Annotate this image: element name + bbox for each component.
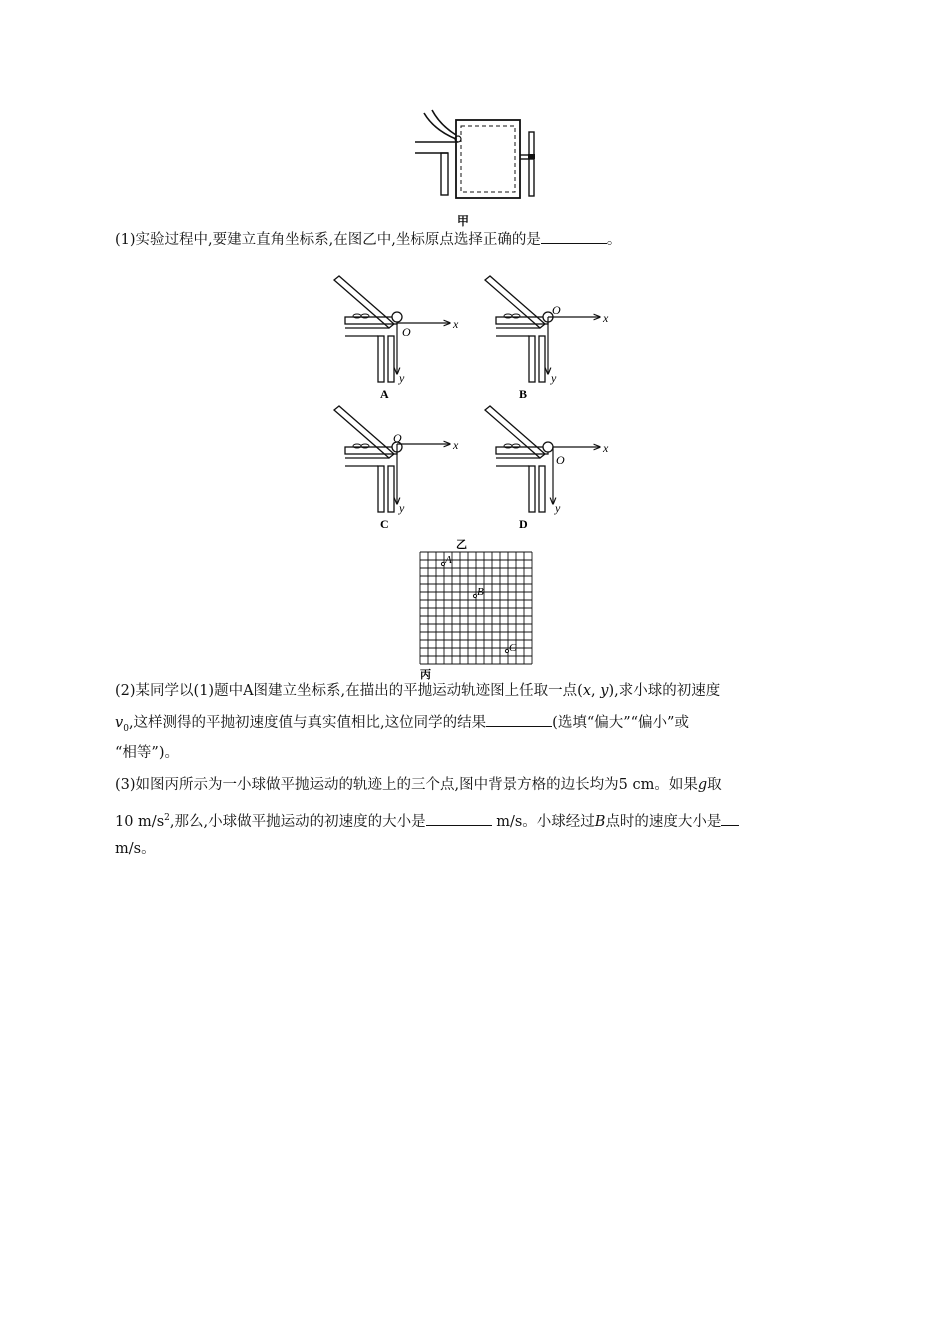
question-1-end: 。	[606, 232, 622, 248]
option-b-y: y	[551, 371, 557, 385]
question-3-text-b: 取	[707, 777, 722, 793]
figure-bing-caption: 丙	[420, 669, 431, 681]
option-b-label: B	[519, 387, 528, 401]
figure-jia	[410, 108, 550, 233]
answer-blank-4[interactable]	[721, 811, 739, 826]
question-2-var-x: x	[582, 683, 592, 699]
figure-bing-drawing	[414, 537, 534, 685]
question-3-text-e: m/s。小球经过	[491, 813, 595, 830]
question-3-text-c: 10 m/s	[115, 813, 165, 830]
option-c-origin: O	[393, 431, 402, 445]
question-1	[115, 229, 621, 250]
question-2-text-c: ,这样测得的平抛初速度值与真实值相比,这位同学的结果	[128, 715, 487, 731]
option-a-y: y	[399, 371, 405, 385]
figure-yi-drawing	[320, 272, 640, 534]
question-3-text-g: m/s。	[115, 841, 156, 857]
question-3-line-2	[115, 808, 739, 832]
question-2-text-e: “相等”)。	[115, 745, 179, 761]
question-2-line-2	[115, 712, 689, 739]
question-2-text-b: ),求小球的初速度	[608, 683, 721, 699]
question-3-sup: 2	[164, 813, 170, 823]
question-3-text-f: 点时的速度大小是	[605, 813, 722, 830]
option-a-diagram	[334, 276, 459, 401]
question-3-line-3	[115, 839, 156, 859]
figure-yi-options	[320, 272, 640, 534]
option-c-diagram	[334, 406, 459, 531]
question-2-comma: ,	[591, 683, 601, 699]
question-1-text: (1)实验过程中,要建立直角坐标系,在图乙中,坐标原点选择正确的是	[115, 232, 541, 248]
question-2-text-d: (选填“偏大”“偏小”或	[552, 715, 689, 731]
question-2-var-y: y	[600, 683, 609, 699]
figure-jia-drawing	[410, 108, 550, 233]
question-3-text-d: ,那么,小球做平抛运动的初速度的大小是	[169, 813, 426, 830]
option-d-diagram	[485, 406, 609, 531]
question-2-line-3	[115, 743, 179, 763]
question-3-var-g: g	[697, 777, 708, 793]
answer-blank-2[interactable]	[486, 712, 552, 727]
option-a-origin: O	[402, 325, 411, 339]
question-3-line-1	[115, 775, 722, 795]
question-3-var-b: B	[594, 813, 606, 830]
figure-jia-caption: 甲	[457, 214, 470, 228]
point-c-label: C	[509, 642, 517, 654]
option-d-label: D	[519, 517, 528, 531]
question-3-text-a: (3)如图丙所示为一小球做平抛运动的轨迹上的三个点,图中背景方格的边长均为5 cm。如果	[115, 777, 698, 793]
figure-bing	[414, 537, 534, 685]
question-2-var-v: v	[115, 715, 124, 731]
option-b-diagram	[485, 276, 609, 401]
answer-blank-1[interactable]	[541, 229, 607, 244]
question-2-text-a: (2)某同学以(1)题中A图建立坐标系,在描出的平抛运动轨迹图上任取一点(	[115, 683, 583, 699]
question-2-line-1	[115, 681, 720, 701]
option-a-label: A	[380, 387, 389, 401]
option-d-y: y	[555, 501, 561, 515]
option-d-origin: O	[556, 453, 565, 467]
option-d-x: x	[603, 441, 609, 455]
answer-blank-3[interactable]	[426, 811, 492, 826]
option-a-x: x	[453, 317, 459, 331]
option-c-label: C	[380, 517, 389, 531]
option-c-y: y	[399, 501, 405, 515]
figure-yi-caption: 乙	[456, 539, 467, 551]
option-c-x: x	[453, 438, 459, 452]
option-b-x: x	[603, 311, 609, 325]
question-2-var-v-sub: 0	[123, 723, 129, 734]
option-b-origin: O	[552, 303, 561, 317]
point-a-label: A	[445, 554, 452, 566]
point-b-label: B	[477, 586, 484, 598]
